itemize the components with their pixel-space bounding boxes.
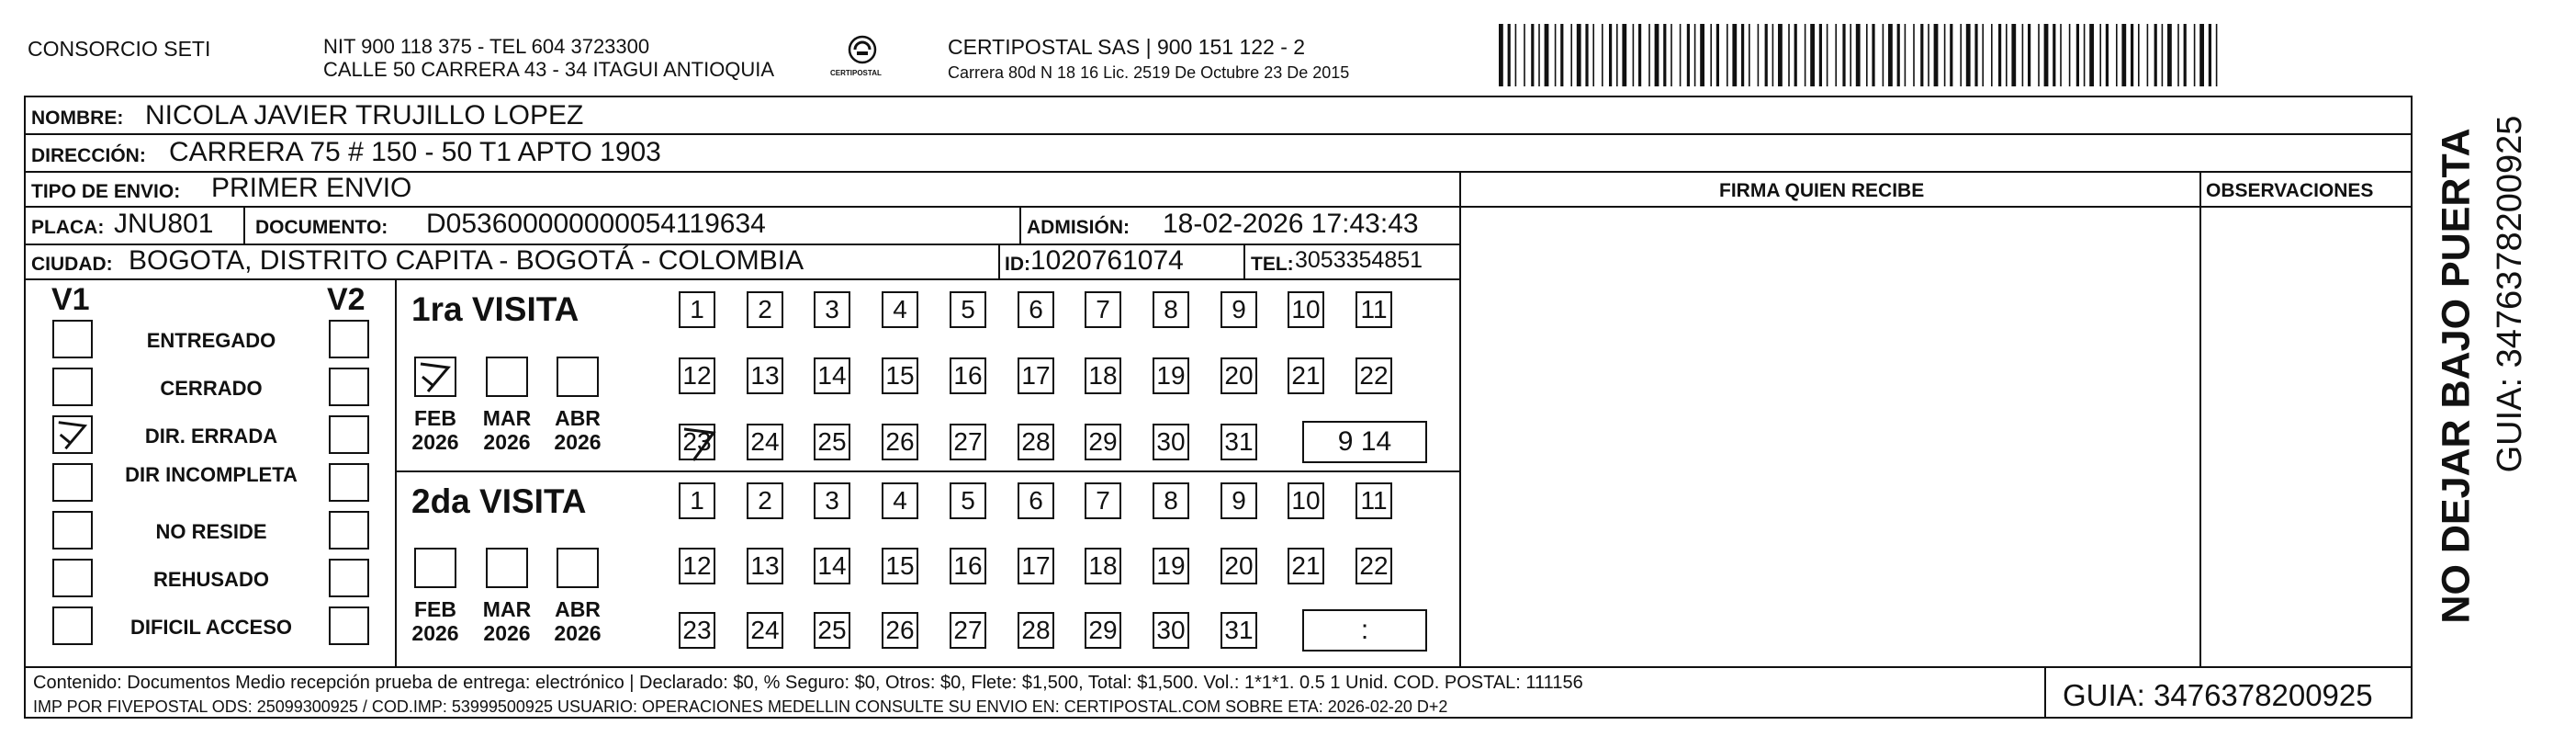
tel-value: 3053354851 (1295, 247, 1423, 273)
placa-value: JNU801 (114, 209, 214, 239)
reason-label-dificil-acceso: DIFICIL ACCESO (129, 616, 292, 639)
visit1-day-6[interactable]: 6 (1018, 291, 1054, 328)
visit2-day-10[interactable]: 10 (1288, 482, 1324, 519)
firma-header: FIRMA QUIEN RECIBE (1719, 180, 1925, 201)
reason-label-rehusado: REHUSADO (153, 568, 269, 591)
visit2-day-30[interactable]: 30 (1153, 612, 1189, 649)
visit1-day-28[interactable]: 28 (1018, 424, 1054, 460)
visit1-month-label-mar: MAR 2026 (482, 406, 532, 454)
visit1-day-5[interactable]: 5 (950, 291, 986, 328)
visit1-title: 1ra VISITA (411, 290, 579, 328)
visit2-day-2[interactable]: 2 (747, 482, 783, 519)
visit2-day-3[interactable]: 3 (814, 482, 850, 519)
reason-label-entregado: ENTREGADO (146, 329, 276, 352)
visit1-day-2[interactable]: 2 (747, 291, 783, 328)
visit2-day-13[interactable]: 13 (747, 548, 783, 584)
visit2-day-4[interactable]: 4 (882, 482, 918, 519)
certipostal-logo (828, 31, 896, 86)
nombre-value: NICOLA JAVIER TRUJILLO LOPEZ (145, 100, 584, 130)
visit2-day-27[interactable]: 27 (950, 612, 986, 649)
visit1-day-4[interactable]: 4 (882, 291, 918, 328)
tel-label: TEL: (1251, 254, 1294, 275)
visit2-month-box-abr[interactable] (557, 548, 599, 588)
footer-guia: GUIA: 3476378200925 (2063, 678, 2373, 712)
logo-text: CERTIPOSTAL (830, 69, 882, 77)
visit2-month-label-feb: FEB 2026 (411, 597, 459, 645)
visit1-time-box[interactable]: 9 14 (1302, 421, 1427, 463)
visit2-day-24[interactable]: 24 (747, 612, 783, 649)
visit2-day-7[interactable]: 7 (1085, 482, 1121, 519)
visit1-day-29[interactable]: 29 (1085, 424, 1121, 460)
id-value: 1020761074 (1030, 245, 1184, 276)
visit2-month-box-feb[interactable] (414, 548, 456, 588)
visit2-month-box-mar[interactable] (486, 548, 528, 588)
visit2-month-label-abr: ABR 2026 (554, 597, 602, 645)
visit2-day-22[interactable]: 22 (1355, 548, 1392, 584)
visit2-day-14[interactable]: 14 (814, 548, 850, 584)
ciudad-value: BOGOTA, DISTRITO CAPITA - BOGOTÁ - COLOMBIA (129, 245, 804, 276)
visit2-day-25[interactable]: 25 (814, 612, 850, 649)
visit1-month-box-abr[interactable] (557, 357, 599, 397)
visit1-month-label-feb: FEB 2026 (411, 406, 459, 454)
visit1-day-25[interactable]: 25 (814, 424, 850, 460)
admision-value: 18-02-2026 17:43:43 (1163, 209, 1419, 239)
visit1-day-7[interactable]: 7 (1085, 291, 1121, 328)
no-dejar-bajo-puerta: NO DEJAR BAJO PUERTA (2434, 128, 2479, 624)
visit1-month-label-abr: ABR 2026 (554, 406, 602, 454)
direccion-value: CARRERA 75 # 150 - 50 T1 APTO 1903 (169, 137, 661, 167)
contenido-line: Contenido: Documentos Medio recepción prueba de entrega: electrónico | Declarado: $0, % Seguro: $0, Otros: $0, Flete: $1,500, Total: $1,500. Vol.: 1*1*1. 0.5 1 Unid. COD. POSTAL: 111156 (33, 673, 1583, 693)
visit1-day-1[interactable]: 1 (679, 291, 715, 328)
visit2-day-1[interactable]: 1 (679, 482, 715, 519)
visit1-day-22[interactable]: 22 (1355, 357, 1392, 394)
visit2-day-23[interactable]: 23 (679, 612, 715, 649)
visit1-day-12[interactable]: 12 (679, 357, 715, 394)
reason-label-dir-errada: DIR. ERRADA (144, 425, 278, 448)
documento-value: D053600000000054119634 (426, 209, 766, 239)
visit1-day-20[interactable]: 20 (1221, 357, 1257, 394)
visit1-day-18[interactable]: 18 (1085, 357, 1121, 394)
visit1-day-27[interactable]: 27 (950, 424, 986, 460)
visit1-day-13[interactable]: 13 (747, 357, 783, 394)
barcode (1499, 24, 2230, 86)
visit1-day-8[interactable]: 8 (1153, 291, 1189, 328)
address-line: CALLE 50 CARRERA 43 - 34 ITAGUI ANTIOQUIA (323, 58, 775, 81)
visit1-day-23[interactable]: 23 (679, 424, 715, 460)
visit2-day-6[interactable]: 6 (1018, 482, 1054, 519)
visit1-day-31[interactable]: 31 (1221, 424, 1257, 460)
reason-label-dir-incompleta: DIR INCOMPLETA (125, 463, 298, 486)
visit2-day-5[interactable]: 5 (950, 482, 986, 519)
imp-line: IMP POR FIVEPOSTAL ODS: 25099300925 / COD.IMP: 53999500925 USUARIO: OPERACIONES MEDELLIN CONSULTE SU ENVIO EN: CERTIPOSTAL.COM SOBRE ETA: 2026-02-20 D+2 (33, 697, 1448, 716)
visit1-day-3[interactable]: 3 (814, 291, 850, 328)
nit-line: NIT 900 118 375 - TEL 604 3723300 (323, 35, 650, 58)
visit1-month-box-mar[interactable] (486, 357, 528, 397)
ciudad-label: CIUDAD: (31, 254, 113, 275)
documento-label: DOCUMENTO: (255, 217, 388, 238)
license-line: Carrera 80d N 18 16 Lic. 2519 De Octubre 23 De 2015 (948, 63, 1350, 82)
visit2-time-box[interactable]: : (1302, 609, 1427, 652)
id-label: ID: (1005, 254, 1030, 275)
visit1-day-24[interactable]: 24 (747, 424, 783, 460)
visit1-day-9[interactable]: 9 (1221, 291, 1257, 328)
visit2-day-19[interactable]: 19 (1153, 548, 1189, 584)
visit2-day-31[interactable]: 31 (1221, 612, 1257, 649)
visit1-day-30[interactable]: 30 (1153, 424, 1189, 460)
tipo-envio-value: PRIMER ENVIO (211, 173, 412, 203)
visit2-day-16[interactable]: 16 (950, 548, 986, 584)
reason-label-no-reside: NO RESIDE (155, 520, 267, 543)
v2-header: V2 (327, 282, 366, 317)
visit2-day-15[interactable]: 15 (882, 548, 918, 584)
visit2-day-12[interactable]: 12 (679, 548, 715, 584)
nombre-label: NOMBRE: (31, 108, 124, 129)
visit1-day-21[interactable]: 21 (1288, 357, 1324, 394)
visit1-day-19[interactable]: 19 (1153, 357, 1189, 394)
visit2-day-21[interactable]: 21 (1288, 548, 1324, 584)
visit2-day-18[interactable]: 18 (1085, 548, 1121, 584)
visit1-day-15[interactable]: 15 (882, 357, 918, 394)
visit2-day-20[interactable]: 20 (1221, 548, 1257, 584)
visit2-day-26[interactable]: 26 (882, 612, 918, 649)
carrier-line: CERTIPOSTAL SAS | 900 151 122 - 2 (948, 35, 1306, 59)
visit1-day-17[interactable]: 17 (1018, 357, 1054, 394)
visit1-day-14[interactable]: 14 (814, 357, 850, 394)
direccion-label: DIRECCIÓN: (31, 145, 146, 166)
visit2-month-label-mar: MAR 2026 (482, 597, 532, 645)
visit1-month-box-feb[interactable] (414, 357, 456, 397)
visit1-day-11[interactable]: 11 (1355, 291, 1392, 328)
visit2-day-17[interactable]: 17 (1018, 548, 1054, 584)
v1-header: V1 (51, 282, 90, 317)
visit1-day-16[interactable]: 16 (950, 357, 986, 394)
visit2-title: 2da VISITA (411, 482, 587, 520)
reason-label-cerrado: CERRADO (160, 377, 263, 400)
visit2-day-11[interactable]: 11 (1355, 482, 1392, 519)
side-guia: GUIA: 3476378200925 (2491, 115, 2529, 473)
visit1-day-26[interactable]: 26 (882, 424, 918, 460)
placa-label: PLACA: (31, 217, 105, 238)
visit1-day-10[interactable]: 10 (1288, 291, 1324, 328)
tipo-envio-label: TIPO DE ENVIO: (31, 181, 181, 202)
visit2-day-8[interactable]: 8 (1153, 482, 1189, 519)
company-name: CONSORCIO SETI (28, 37, 211, 61)
admision-label: ADMISIÓN: (1027, 217, 1130, 238)
visit2-day-9[interactable]: 9 (1221, 482, 1257, 519)
observaciones-header: OBSERVACIONES (2206, 180, 2374, 201)
visit2-day-29[interactable]: 29 (1085, 612, 1121, 649)
visit2-day-28[interactable]: 28 (1018, 612, 1054, 649)
